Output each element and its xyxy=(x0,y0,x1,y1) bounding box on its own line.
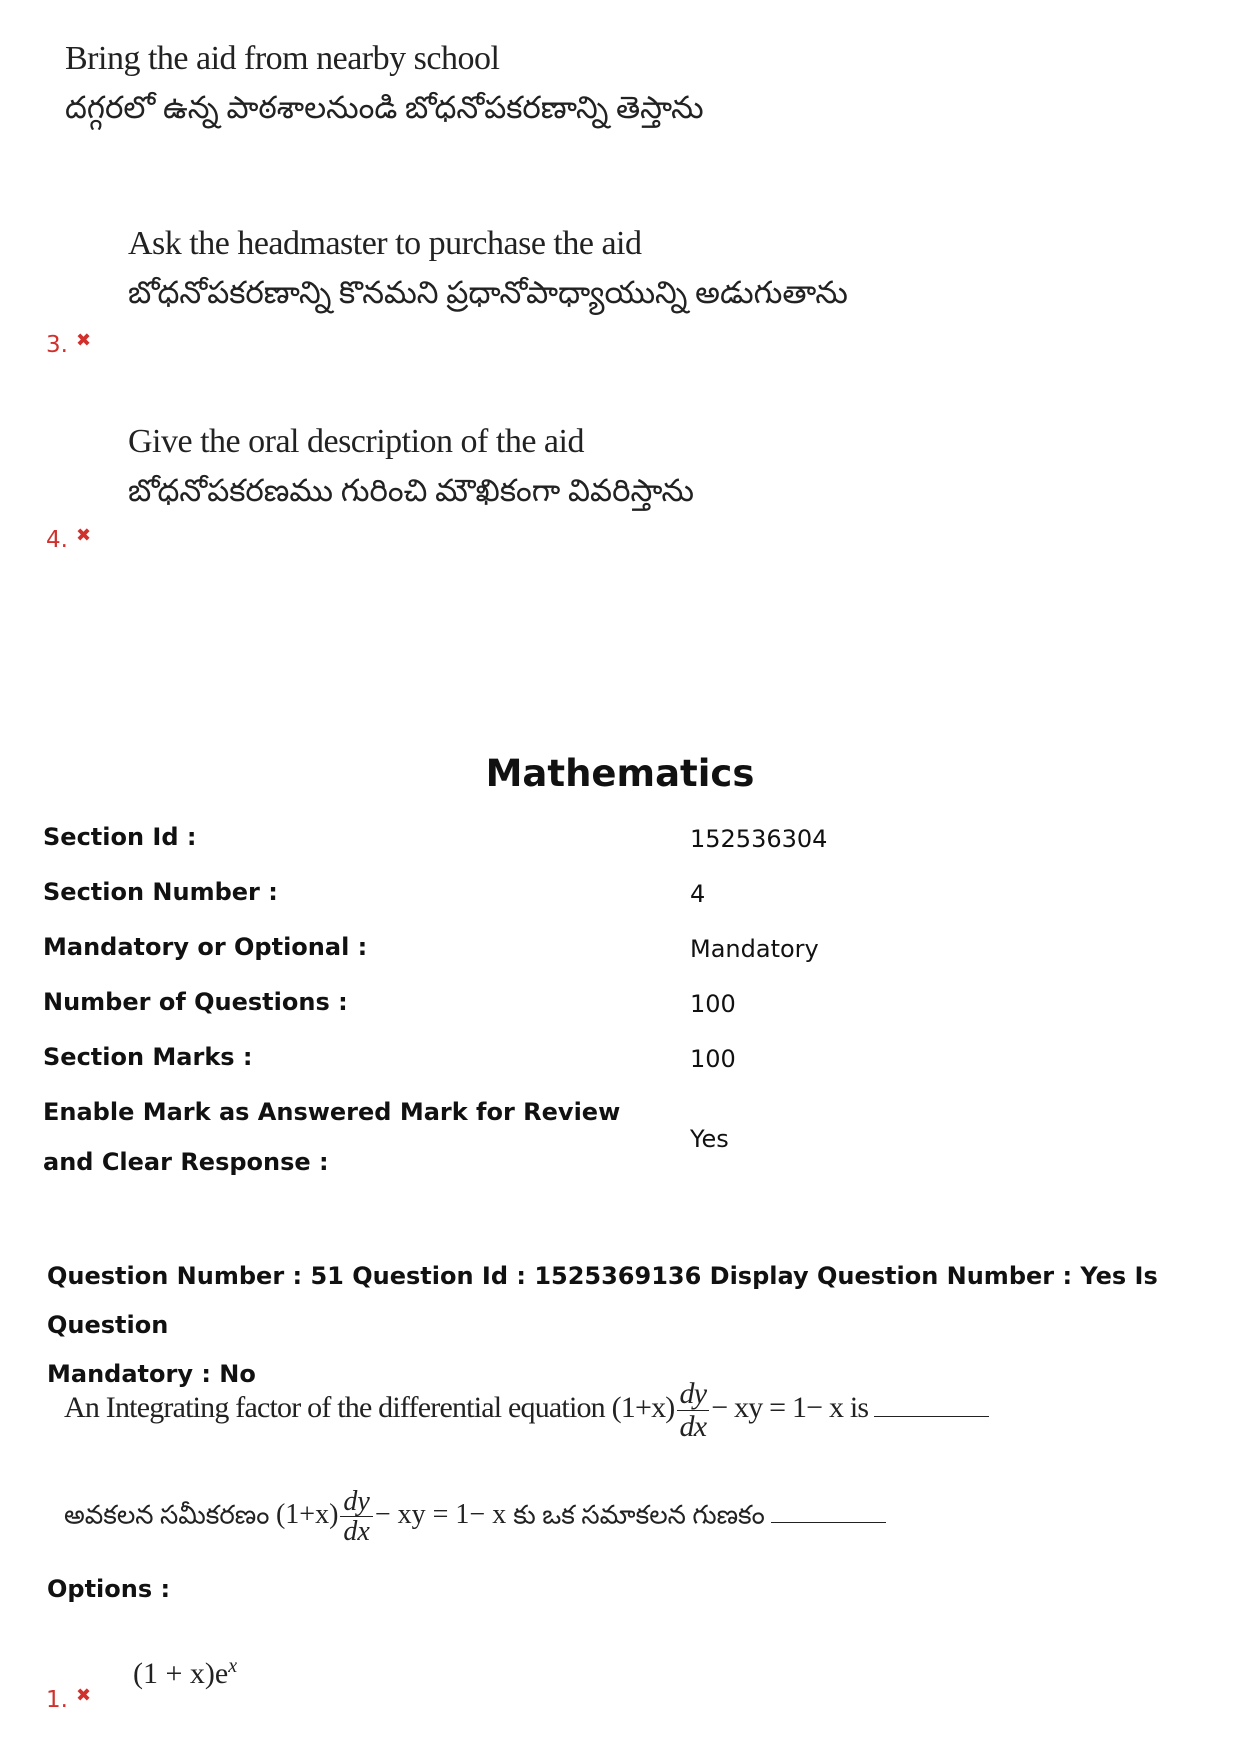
meta-label: Enable Mark as Answered Mark for Review and Clear Response : xyxy=(43,1098,621,1176)
fraction: $\frac{dy}{dx}$ xyxy=(340,1487,372,1547)
option-text-english: Give the oral description of the aid xyxy=(128,423,584,460)
option-block-prev-4 xyxy=(128,423,694,516)
meta-value: Mandatory xyxy=(690,935,819,963)
option-block-prev-3 xyxy=(128,225,848,318)
option-text-telugu: దగ్గరలో ఉన్న పాఠశాలనుండి బోధనోపకరణాన్ని తెస్తాను xyxy=(65,90,704,125)
meta-value: 4 xyxy=(690,880,706,908)
meta-label: Mandatory or Optional : xyxy=(43,933,368,961)
answer-blank xyxy=(874,1416,989,1417)
section-title: Mathematics xyxy=(485,752,755,795)
answer-blank xyxy=(771,1522,886,1523)
option-text-telugu: బోధనోపకరణాన్ని కొనమని ప్రధానోపాధ్యాయున్ని అడుగుతాను xyxy=(128,275,848,310)
option-block-prev-2 xyxy=(65,40,704,133)
meta-value: 100 xyxy=(690,990,736,1018)
meta-value: 152536304 xyxy=(690,825,828,853)
option-text-english: Ask the headmaster to purchase the aid xyxy=(128,225,642,262)
fraction: $\frac{dy}{dx}$ xyxy=(677,1378,710,1442)
options-label: Options : xyxy=(47,1575,171,1603)
equation: (1+x) $\frac{dy}{dx}$ − xy = 1− x xyxy=(275,1486,507,1548)
wrong-mark-icon: ✖ xyxy=(75,525,92,546)
wrong-mark-icon: ✖ xyxy=(75,1685,92,1706)
meta-label: Section Number : xyxy=(43,878,278,906)
equation: (1+x) $\frac{dy}{dx}$ − xy = 1− x xyxy=(611,1377,844,1443)
option-number: 1. ✖ xyxy=(46,1685,92,1713)
question-header: Question Number : 51 Question Id : 1525369136 Display Question Number : Yes Is Question Mandatory : No xyxy=(47,1262,1158,1388)
question-text-english: An Integrating factor of the differential equation (1+x) $\frac{dy}{dx}$ − xy = 1− x is xyxy=(64,1378,989,1442)
option-number: 4. ✖ xyxy=(46,525,92,553)
option-text-telugu: బోధనోపకరణము గురించి మౌఖికంగా వివరిస్తాను xyxy=(128,473,694,508)
meta-label: Section Marks : xyxy=(43,1043,253,1071)
meta-value: Yes xyxy=(690,1125,729,1153)
wrong-mark-icon: ✖ xyxy=(75,330,92,351)
option-1: $(1 + x)e^x$ xyxy=(133,1655,238,1690)
meta-value: 100 xyxy=(690,1045,736,1073)
question-text-telugu: అవకలన సమీకరణం (1+x) $\frac{dy}{dx}$ − xy = 1− x కు ఒక సమాకలన గుణకం xyxy=(64,1487,886,1547)
option-text-english: Bring the aid from nearby school xyxy=(65,40,500,77)
meta-label: Section Id : xyxy=(43,823,197,851)
meta-label: Number of Questions : xyxy=(43,988,348,1016)
option-number: 3. ✖ xyxy=(46,330,92,358)
